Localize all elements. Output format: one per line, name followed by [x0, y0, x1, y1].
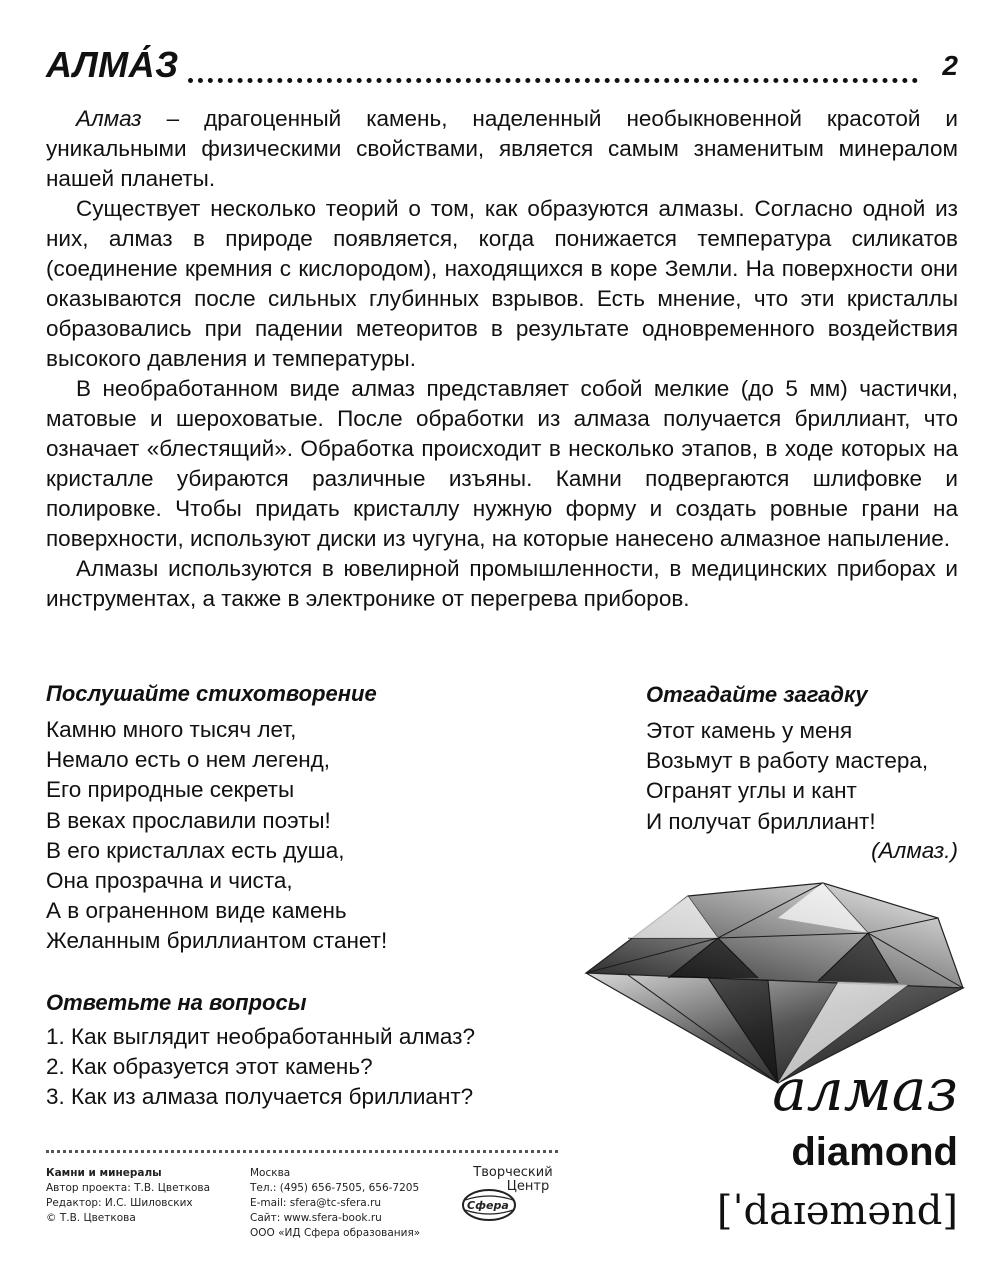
- footer-line: Автор проекта: Т.В. Цветкова: [46, 1182, 211, 1194]
- intro-paragraph: Алмазы используются в ювелирной промышленности, в медицинских приборах и инструментах, а также в электронике от перегрева приборов.: [46, 556, 958, 611]
- intro-paragraph: Существует несколько теорий о том, как образуются алмазы. Согласно одной из них, алмаз в природе появляется, когда понижается температура силикатов (соединение кремния с кислородом), находящихся в коре Земли. На поверхности они оказываются после сильных глубинных взрывов. Есть мнение, что эти кристаллы образовались при падении метеоритов в результате одновременного воздействия высокого давления и температуры.: [46, 196, 958, 371]
- question-item: 1. Как выглядит необработанный алмаз?: [46, 1024, 476, 1049]
- intro-paragraph: Алмаз – драгоценный камень, наделенный необыкновенной красотой и уникальными физическими свойствами, является самым знаменитым минералом нашей планеты.: [46, 106, 958, 191]
- poem-line: Желанным бриллиантом станет!: [46, 928, 388, 954]
- footer-line: Сайт: www.sfera-book.ru: [250, 1212, 382, 1224]
- questions-list: [46, 1022, 475, 1113]
- riddle-line: Этот камень у меня: [646, 718, 853, 743]
- page-header: [46, 44, 958, 94]
- page-number: 2: [942, 50, 958, 81]
- riddle-heading: Отгадайте загадку: [646, 682, 868, 707]
- vocab-cursive: алмаз: [772, 1056, 958, 1124]
- publisher-logo: [455, 1166, 565, 1226]
- question-item: 3. Как из алмаза получается бриллиант?: [46, 1084, 474, 1110]
- footer-credits: [46, 1166, 210, 1226]
- poem-line: Немало есть о нем легенд,: [46, 747, 331, 773]
- poem-line: А в ограненном виде камень: [46, 898, 347, 924]
- poem-line: Камню много тысяч лет,: [46, 717, 297, 742]
- title-leader-dots: [188, 78, 918, 83]
- footer-line: Москва: [250, 1167, 291, 1179]
- page-title: АЛМА́З: [46, 44, 179, 85]
- logo-word: Сфера: [467, 1199, 509, 1212]
- logo-line: Творческий: [473, 1165, 553, 1180]
- question-item: 2. Как образуется этот камень?: [46, 1054, 373, 1080]
- footer-line: Редактор: И.С. Шиловских: [46, 1197, 193, 1209]
- footer-line: Тел.: (495) 656-7505, 656-7205: [250, 1182, 420, 1194]
- poem: [46, 715, 387, 957]
- footer-series: Камни и минералы: [46, 1167, 162, 1179]
- vocab-transcription: [ˈdaɪəmənd]: [716, 1188, 958, 1234]
- intro-text: [46, 104, 958, 614]
- poem-line: Его природные секреты: [46, 777, 295, 803]
- intro-paragraph: В необработанном виде алмаз представляет собой мелкие (до 5 мм) частички, матовые и шероховатые. После обработки из алмаза получается бриллиант, что означает «блестящий». Обработка происходит в несколько этапов, в ходе которых на кристалле убираются различные изъяны. Камни подвергаются шлифовке и полировке. Чтобы придать кристаллу нужную форму и создать ровные грани на поверхности, используют диски из чугуна, на которые нанесено алмазное напыление.: [46, 376, 958, 551]
- intro-lead: Алмаз: [76, 106, 142, 131]
- footer-line: ООО «ИД Сфера образования»: [250, 1227, 421, 1239]
- poem-line: Она прозрачна и чиста,: [46, 868, 293, 894]
- logo-line: Центр: [506, 1179, 550, 1194]
- vocab-english: diamond: [791, 1130, 958, 1174]
- riddle-line: Огранят углы и кант: [646, 778, 857, 804]
- footer-line: © Т.В. Цветкова: [46, 1212, 136, 1224]
- riddle-line: И получат бриллиант!: [646, 808, 876, 834]
- poem-heading: Послушайте стихотворение: [46, 681, 377, 706]
- footer-contacts: [250, 1166, 420, 1241]
- riddle: [646, 716, 928, 837]
- riddle-line: Возьмут в работу мастера,: [646, 748, 929, 774]
- riddle-answer: (Алмаз.): [871, 838, 958, 863]
- questions-heading: Ответьте на вопросы: [46, 990, 307, 1015]
- poem-line: В веках прославили поэты!: [46, 807, 331, 833]
- footer-line: E-mail: sfera@tc-sfera.ru: [250, 1197, 382, 1209]
- poem-line: В его кристаллах есть душа,: [46, 837, 345, 863]
- footer-divider: [46, 1150, 558, 1153]
